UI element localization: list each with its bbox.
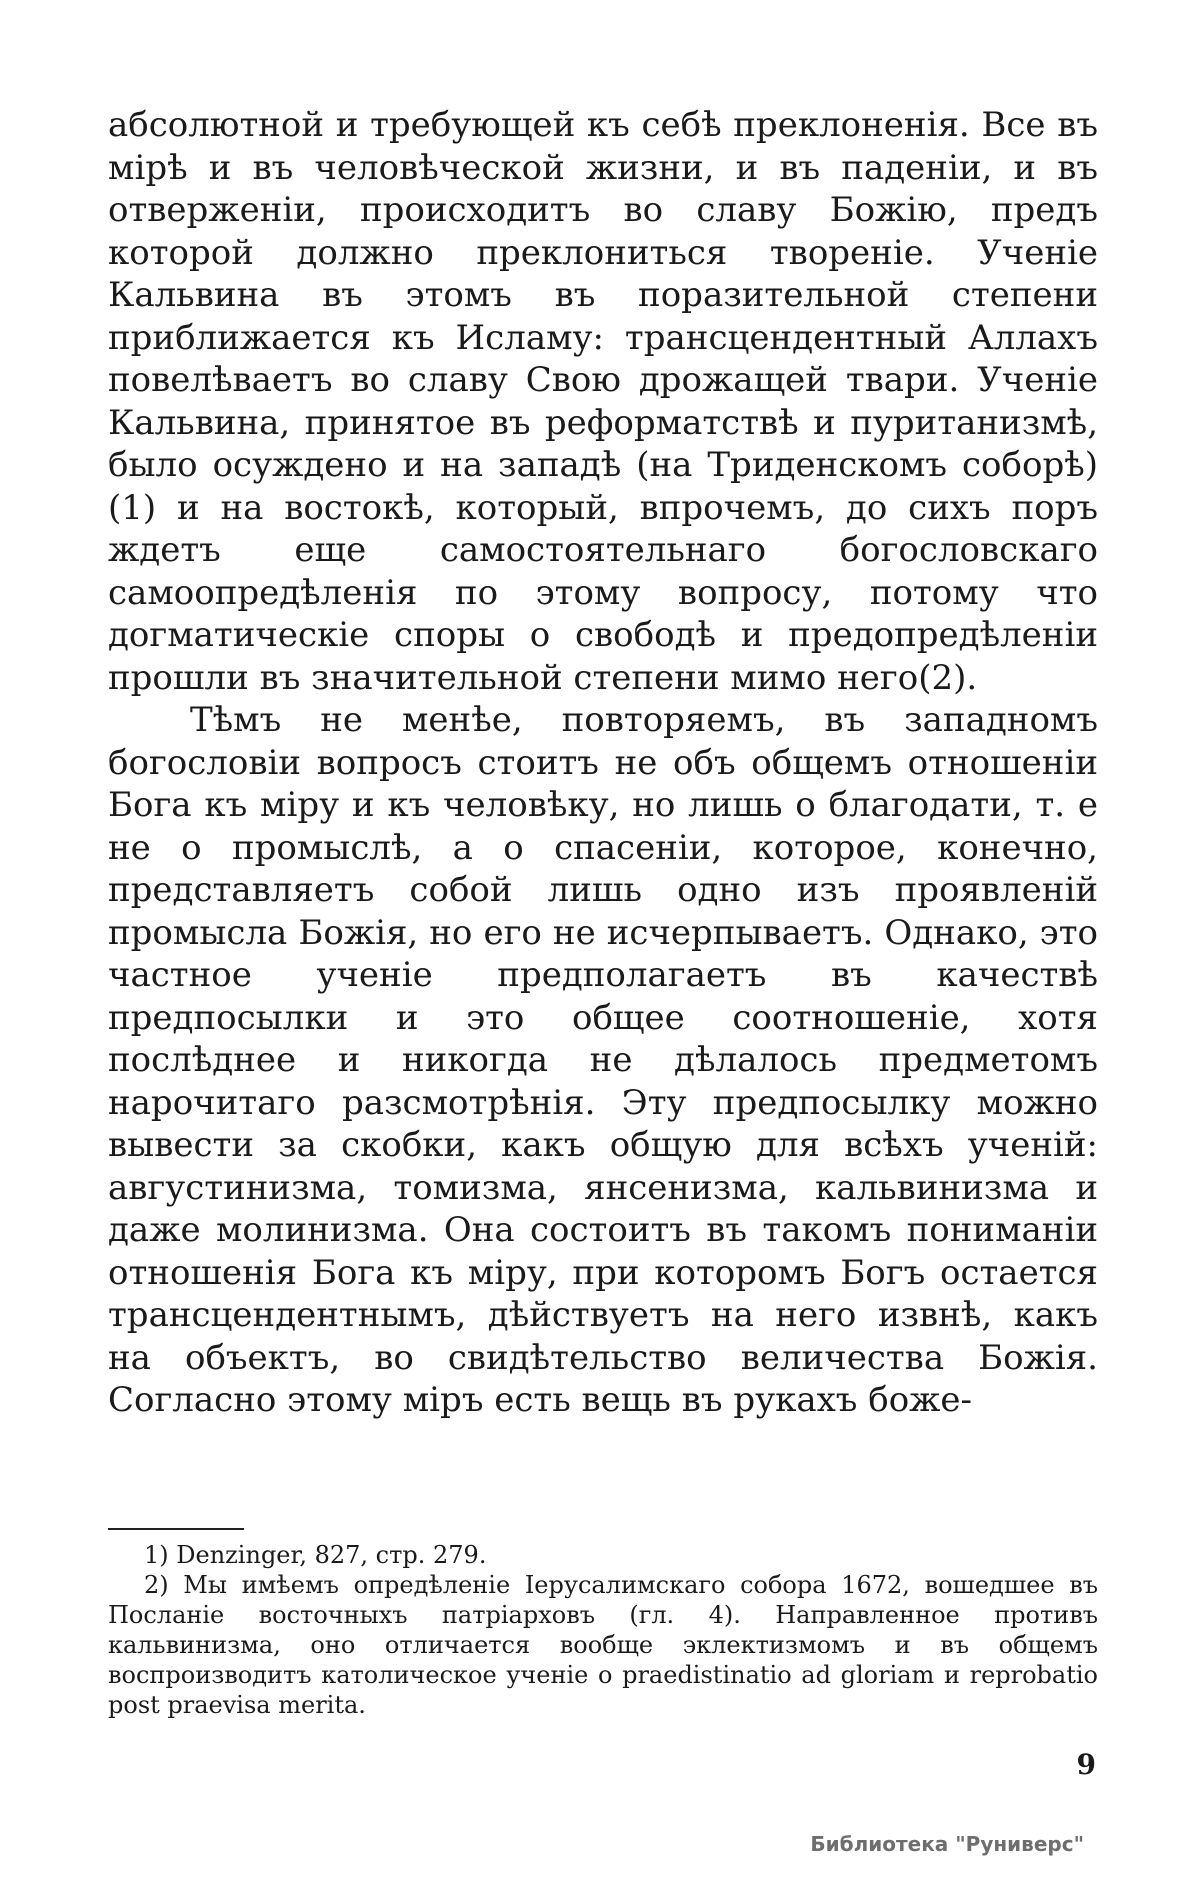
body-text [108,104,1098,1422]
paragraph-2: Тѣмъ не менѣе, повторяемъ, въ западномъ богословіи вопросъ стоитъ не объ общемъ отношеніи Бога къ міру и къ человѣку, но лишь о благодати, т. е не о промыслѣ, а о спасеніи, которое, конечно, представляетъ собой лишь одно изъ проявленій промысла Божія, но его не исчерпываетъ. Однако, это частное ученіе предполагаетъ въ качествѣ предпосылки и это общее соотношеніе, хотя послѣднее и никогда не дѣлалось предметомъ нарочитаго разсмотрѣнія. Эту предпосылку можно вывести за скобки, какъ общую для всѣхъ ученій: августинизма, томизма, янсенизма, кальвинизма и даже молинизма. Она состоитъ въ такомъ пониманіи отношенія Бога къ міру, при которомъ Богъ остается трансцендентнымъ, дѣйствуетъ на него извнѣ, какъ на объектъ, во свидѣтельство величества Божія. Согласно этому міръ есть вещь въ рукахъ боже- [108,700,1098,1420]
page-number: 9 [1076,1748,1096,1781]
paragraph-1: абсолютной и требующей къ себѣ преклоненія. Все въ мірѣ и въ человѣческой жизни, и въ паденіи, и въ отверженіи, происходитъ во славу Божію, предъ которой должно преклониться твореніе. Ученіе Кальвина въ этомъ въ поразительной степени приближается къ Исламу: трансцендентный Аллахъ повелѣваетъ во славу Свою дрожащей твари. Ученіе Кальвина, принятое въ реформатствѣ и пуританизмѣ, было осуждено и на западѣ (на Триденскомъ соборѣ)(1) и на востокѣ, который, впрочемъ, до сихъ поръ ждетъ еще самостоятельнаго богословскаго самоопредѣленія по этому вопросу, потому что догматическіе споры о свободѣ и предопредѣленіи прошли въ значительной степени мимо него(2). [108,105,1098,698]
footnote-1: 1) Denzinger, 827, стр. 279. [144,1541,487,1569]
footnote-divider [108,1528,244,1530]
footnotes [108,1540,1098,1720]
footnote-2: 2) Мы имѣемъ опредѣленіе Іерусалимскаго собора 1672, вошедшее въ Посланіе восточныхъ патріарховъ (гл. 4). Направленное противъ кальвинизма, оно отличается вообще эклектизмомъ и въ общемъ воспроизводитъ католическое ученіе о praedistinatio ad gloriam и reprobatio post praevisa merita. [108,1571,1098,1719]
library-watermark: Библиотека "Руниверс" [810,1832,1084,1856]
